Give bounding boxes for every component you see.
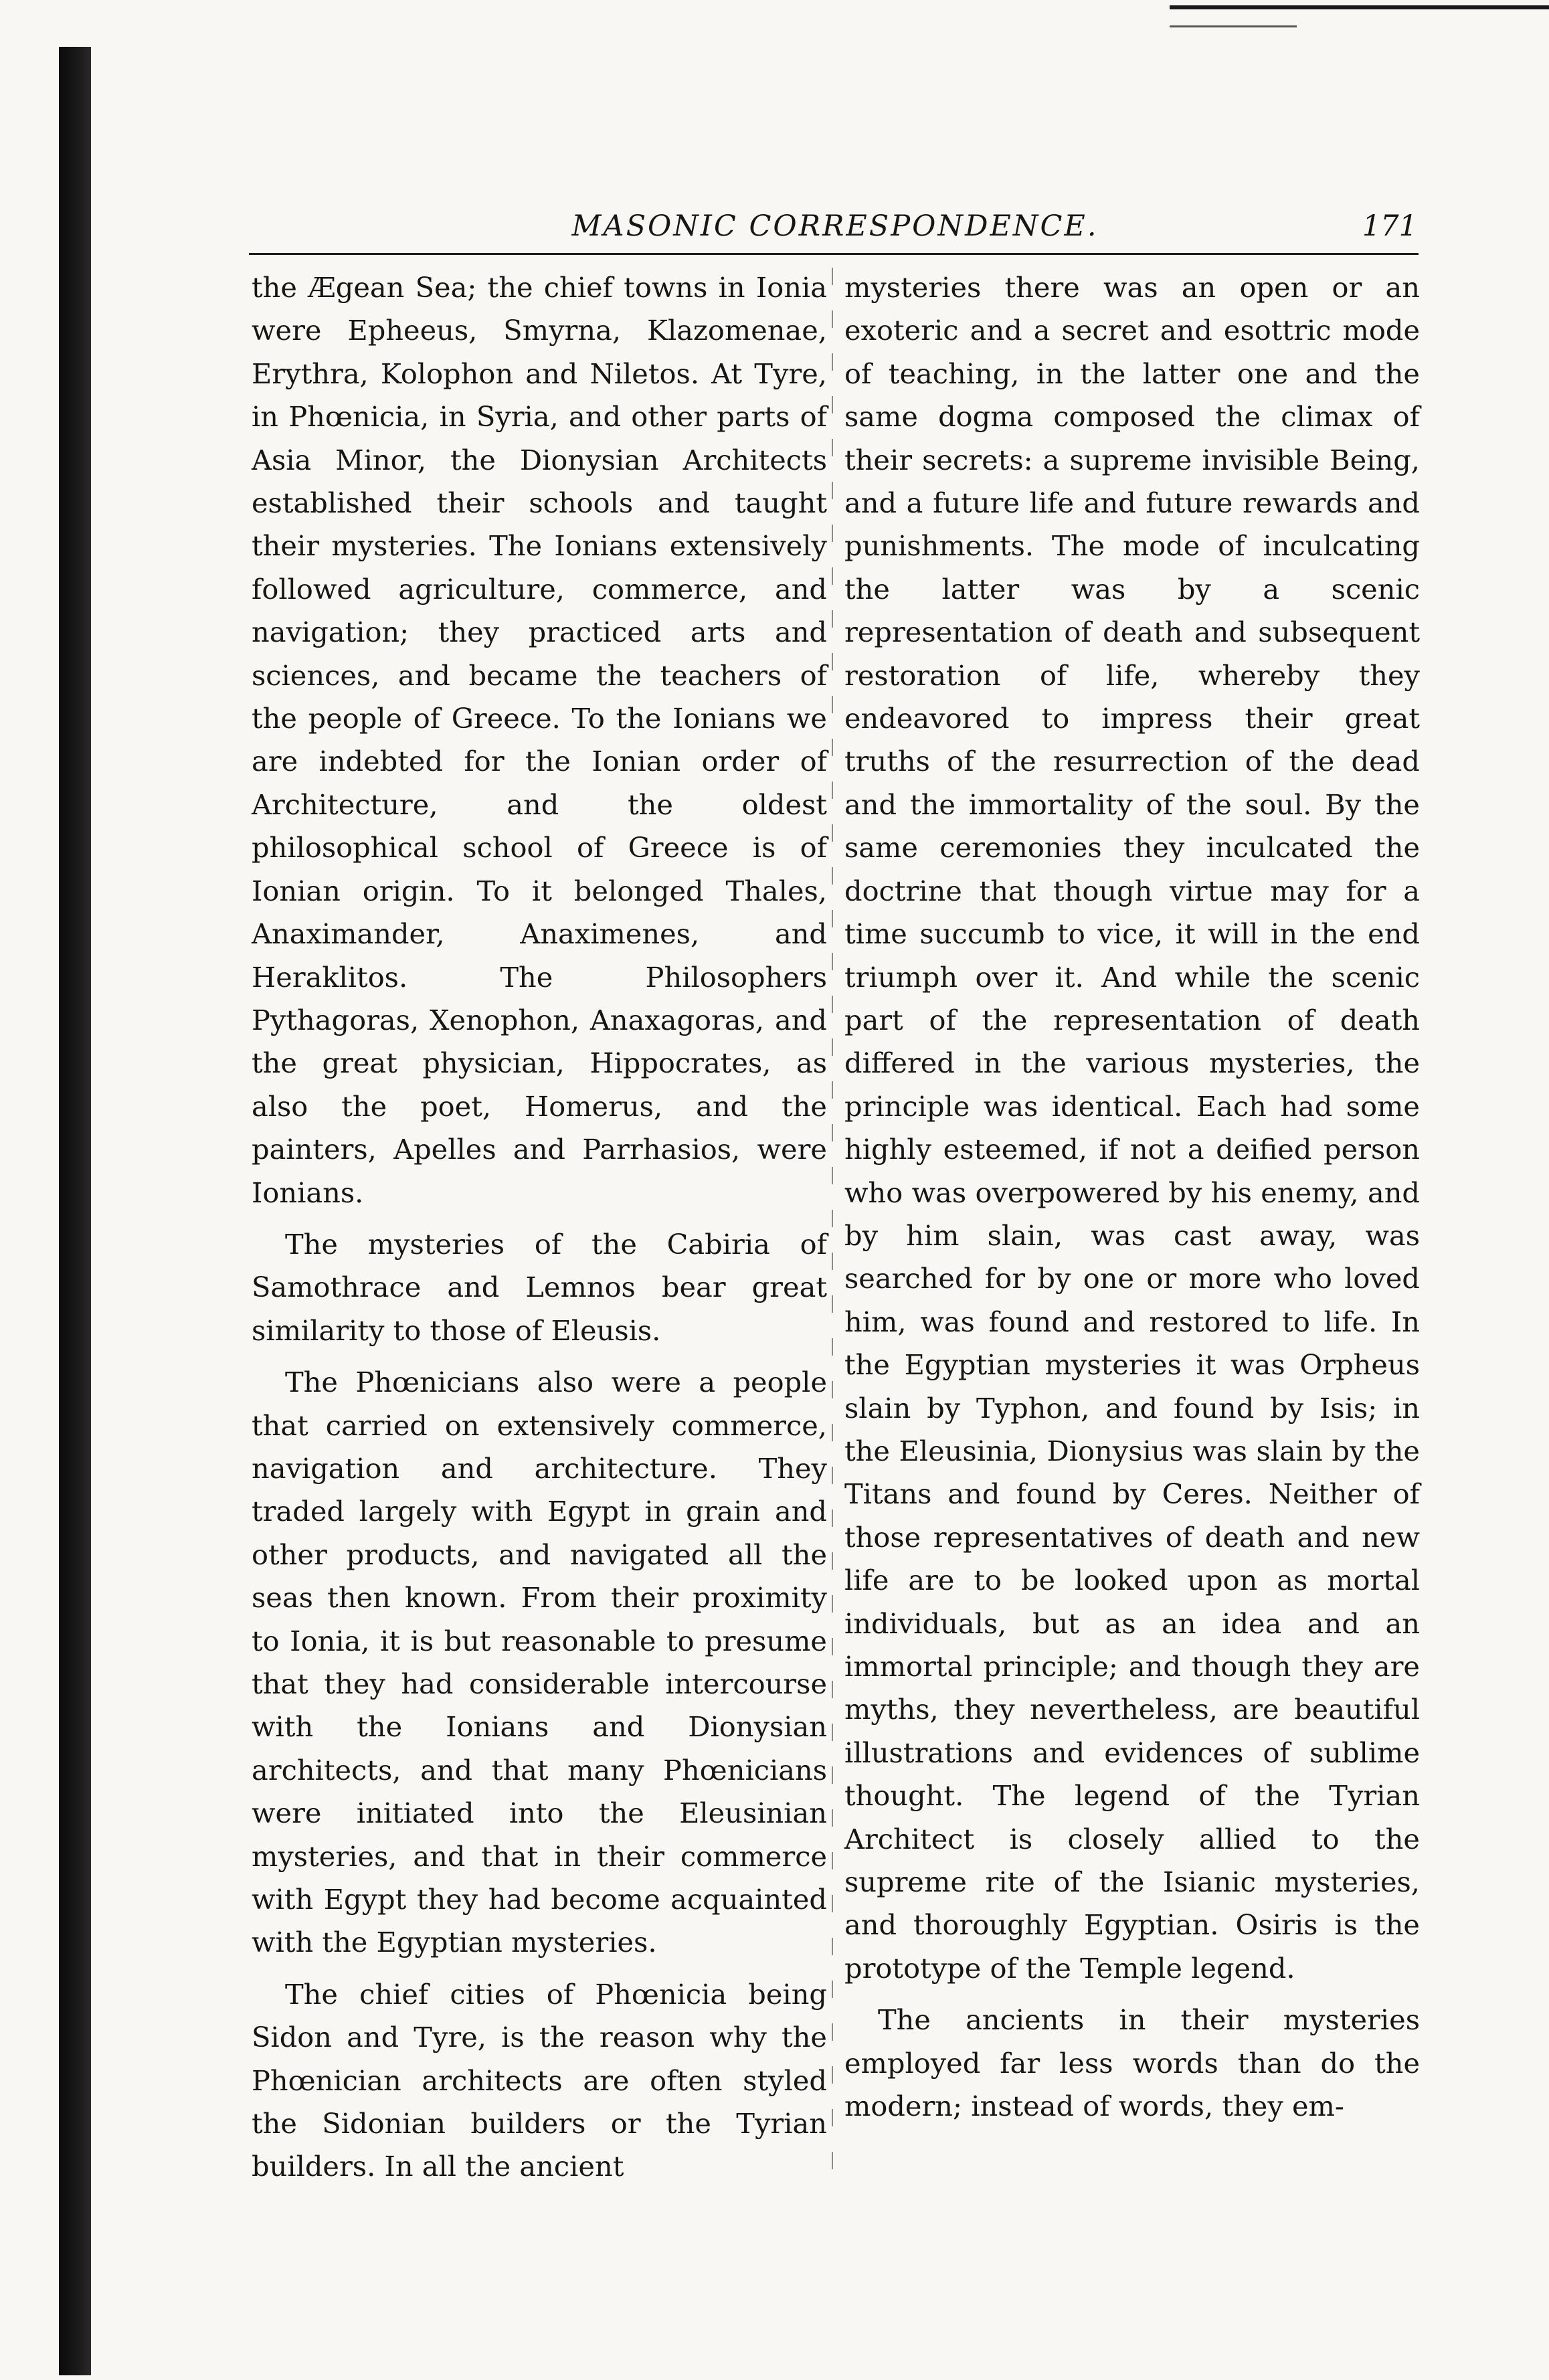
running-head: MASONIC CORRESPONDENCE. xyxy=(571,209,1099,243)
page-number: 171 xyxy=(1362,209,1417,243)
header-rule xyxy=(249,253,1419,255)
binding-shadow xyxy=(59,47,91,2375)
page-header xyxy=(253,206,1417,246)
paragraph: The mysteries of the Cabiria of Samothrace and Lemnos bear great similarity to those of Eleusis. xyxy=(252,1227,827,1347)
paragraph: mysteries there was an open or an exoteric and a secret and esottric mode of teaching, in the latter one and the same dogma composed the climax of their secrets: a supreme invisible Being, and a future life and future rewards and punishments. The mode of inculcating the latter was by a scenic representation of death and subsequent restoration of life, whereby they endeavored to impress their great truths of the resurrection of the dead and the immortality of the soul. By the same ceremonies they inculcated the doctrine that though virtue may for a time succumb to vice, it will in the end triumph over it. And while the scenic part of the representation of death differed in the various mysteries, the principle was identical. Each had some highly esteemed, if not a deified person who was overpowered by his enemy, and by him slain, was cast away, was searched for by one or more who loved him, was found and restored to life. In the Egyptian mysteries it was Orpheus slain by Typhon, and found by Isis; in the Eleusinia, Dionysius was slain by the Titans and found by Ceres. Neither of those representatives of death and new life are to be looked upon as mortal individuals, but as an idea and an immortal principle; and though they are myths, they nevertheless, are beautiful illustrations and evidences of sublime thought. The legend of the Tyrian Architect is closely allied to the supreme rite of the Isianic mysteries, and thoroughly Egyptian. Osiris is the prototype of the Temple legend. xyxy=(844,271,1420,1985)
paragraph: the Ægean Sea; the chief towns in Ionia were Epheeus, Smyrna, Klazomenae, Erythra, Kolophon and Niletos. At Tyre, in Phœnicia, in Syria, and other parts of Asia Minor, the Dionysian Architects established their schools and taught their mysteries. The Ionians extensively followed agriculture, commerce, and navigation; they practiced arts and sciences, and became the teachers of the people of Greece. To the Ionians we are indebted for the Ionian order of Architecture, and the oldest philosophical school of Greece is of Ionian origin. To it belonged Thales, Anaximander, Anaximenes, and Heraklitos. The Philosophers Pythagoras, Xenophon, Anaxagoras, and the great physician, Hippocrates, as also the poet, Homerus, and the painters, Apelles and Parrhasios, were Ionians. xyxy=(252,271,827,1209)
paragraph: The ancients in their mysteries employed far less words than do the modern; instead of words, they em- xyxy=(844,2003,1420,2123)
paragraph: The Phœnicians also were a people that carried on extensively commerce, navigation and architecture. They traded largely with Egypt in grain and other products, and navigated all the seas then known. From their proximity to Ionia, it is but reasonable to presume that they had considerable intercourse with the Ionians and Dionysian architects, and that many Phœnicians were initiated into the Eleusinian mysteries, and that in their commerce with Egypt they had become acquainted with the Egyptian mysteries. xyxy=(252,1366,827,1959)
left-column xyxy=(252,266,827,2197)
scan-edge-rule-secondary xyxy=(1170,25,1297,27)
scan-edge-rule xyxy=(1170,5,1549,9)
column-gutter-rule xyxy=(832,268,833,2195)
right-column xyxy=(844,266,1420,2136)
paragraph: The chief cities of Phœnicia being Sidon and Tyre, is the reason why the Phœnician architects are often styled the Sidonian builders or the Tyrian builders. In all the ancient xyxy=(252,1977,827,2183)
